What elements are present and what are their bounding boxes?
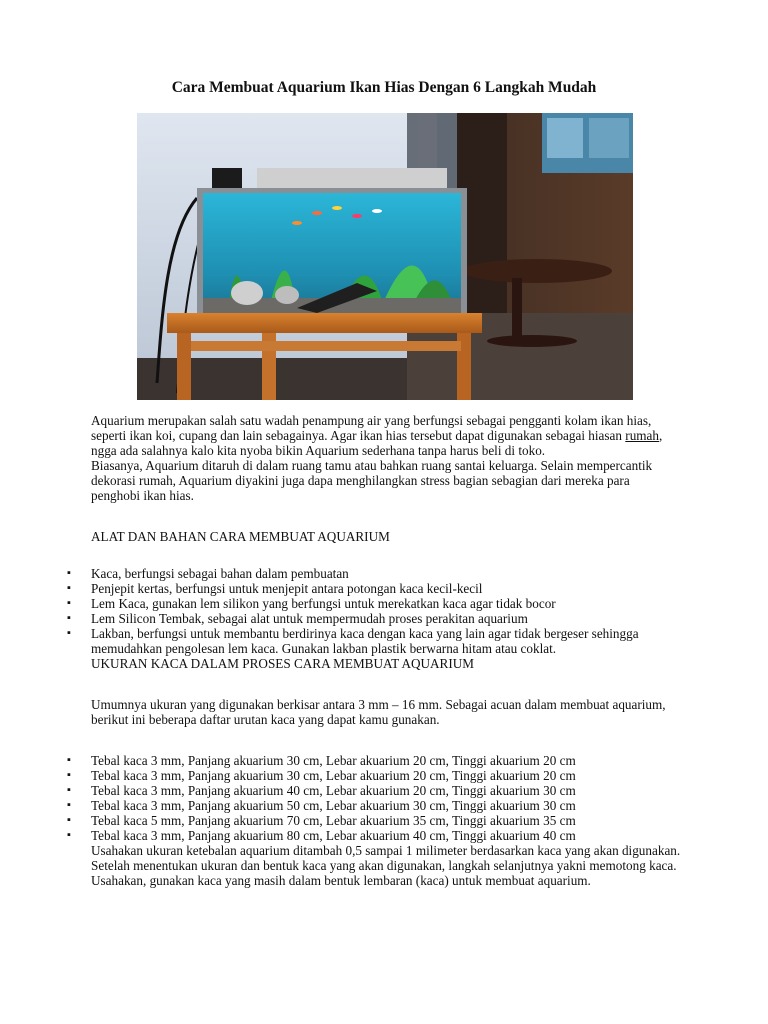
list-item: ▪ Tebal kaca 3 mm, Panjang akuarium 80 cm, Lebar akuarium 40 cm, Tinggi akuarium 40 cm [91, 828, 681, 843]
rumah-link[interactable]: rumah [625, 428, 659, 443]
list-item: ▪ Lem Silicon Tembak, sebagai alat untuk mempermudah proses perakitan aquarium [91, 611, 681, 626]
list-item: ▪ Lakban, berfungsi untuk membantu berdirinya kaca dengan kaca yang lain agar tidak bergeser sehingga memudahkan pengolesan lem kaca. Gunakan lakban plastik berwarna hitam atau coklat. [91, 626, 681, 656]
intro-paragraph-2: Biasanya, Aquarium ditaruh di dalam ruang tamu atau bahkan ruang santai keluarga. Selain mempercantik dekorasi rumah, Aquarium diyakini juga dapa menghilangkan stress bagian sebagian dari mereka para penghobi ikan hias. [91, 458, 653, 503]
list-item: ▪ Tebal kaca 3 mm, Panjang akuarium 50 cm, Lebar akuarium 30 cm, Tinggi akuarium 30 cm [91, 798, 681, 813]
intro-paragraph-1 [91, 413, 681, 458]
intro-text-before-link: Aquarium merupakan salah satu wadah penampung air yang berfungsi sebagai pengganti kolam ikan hias, seperti ikan koi, cupang dan lain sebagainya. Agar ikan hias tersebut dapat digunakan sebagai hiasan [91, 413, 652, 443]
document-title: Cara Membuat Aquarium Ikan Hias Dengan 6 Langkah Mudah [171, 79, 597, 96]
list-item: ▪ Tebal kaca 3 mm, Panjang akuarium 30 cm, Lebar akuarium 20 cm, Tinggi akuarium 20 cm [91, 753, 681, 768]
list-item: ▪ Tebal kaca 3 mm, Panjang akuarium 30 cm, Lebar akuarium 20 cm, Tinggi akuarium 20 cm [91, 768, 681, 783]
list-item: ▪ Kaca, berfungsi sebagai bahan dalam pembuatan [91, 566, 681, 581]
list-item: ▪ Tebal kaca 5 mm, Panjang akuarium 70 cm, Lebar akuarium 35 cm, Tinggi akuarium 35 cm [91, 813, 681, 828]
document-body [91, 413, 681, 888]
section-heading-glass-size: UKURAN KACA DALAM PROSES CARA MEMBUAT AQUARIUM [91, 656, 474, 671]
list-item: ▪ Penjepit kertas, berfungsi untuk menjepit antara potongan kaca kecil-kecil [91, 581, 681, 596]
section-heading-tools: ALAT DAN BAHAN CARA MEMBUAT AQUARIUM [91, 529, 390, 544]
list-item: ▪ Tebal kaca 3 mm, Panjang akuarium 40 cm, Lebar akuarium 20 cm, Tinggi akuarium 30 cm [91, 783, 681, 798]
aquarium-photo [137, 113, 633, 400]
tools-list [91, 566, 681, 656]
list-item: ▪ Lem Kaca, gunakan lem silikon yang berfungsi untuk merekatkan kaca agar tidak bocor [91, 596, 681, 611]
glass-size-list [91, 753, 681, 843]
glass-size-intro: Umumnya ukuran yang digunakan berkisar antara 3 mm – 16 mm. Sebagai acuan dalam membuat aquarium, berikut ini beberapa daftar urutan kaca yang dapat kamu gunakan. [91, 697, 666, 727]
intro-text-after-link: , ngga ada salahnya kalo kita nyoba bikin Aquarium sederhana tanpa harus beli di toko. [91, 428, 663, 458]
closing-paragraph: Usahakan ukuran ketebalan aquarium ditambah 0,5 sampai 1 milimeter berdasarkan kaca yang akan digunakan. Setelah menentukan ukuran dan bentuk kaca yang akan digunakan, langkah selanjutnya yakni memotong kaca. Usahakan, gunakan kaca yang masih dalam bentuk lembaran (kaca) untuk membuat aquarium. [91, 843, 681, 888]
